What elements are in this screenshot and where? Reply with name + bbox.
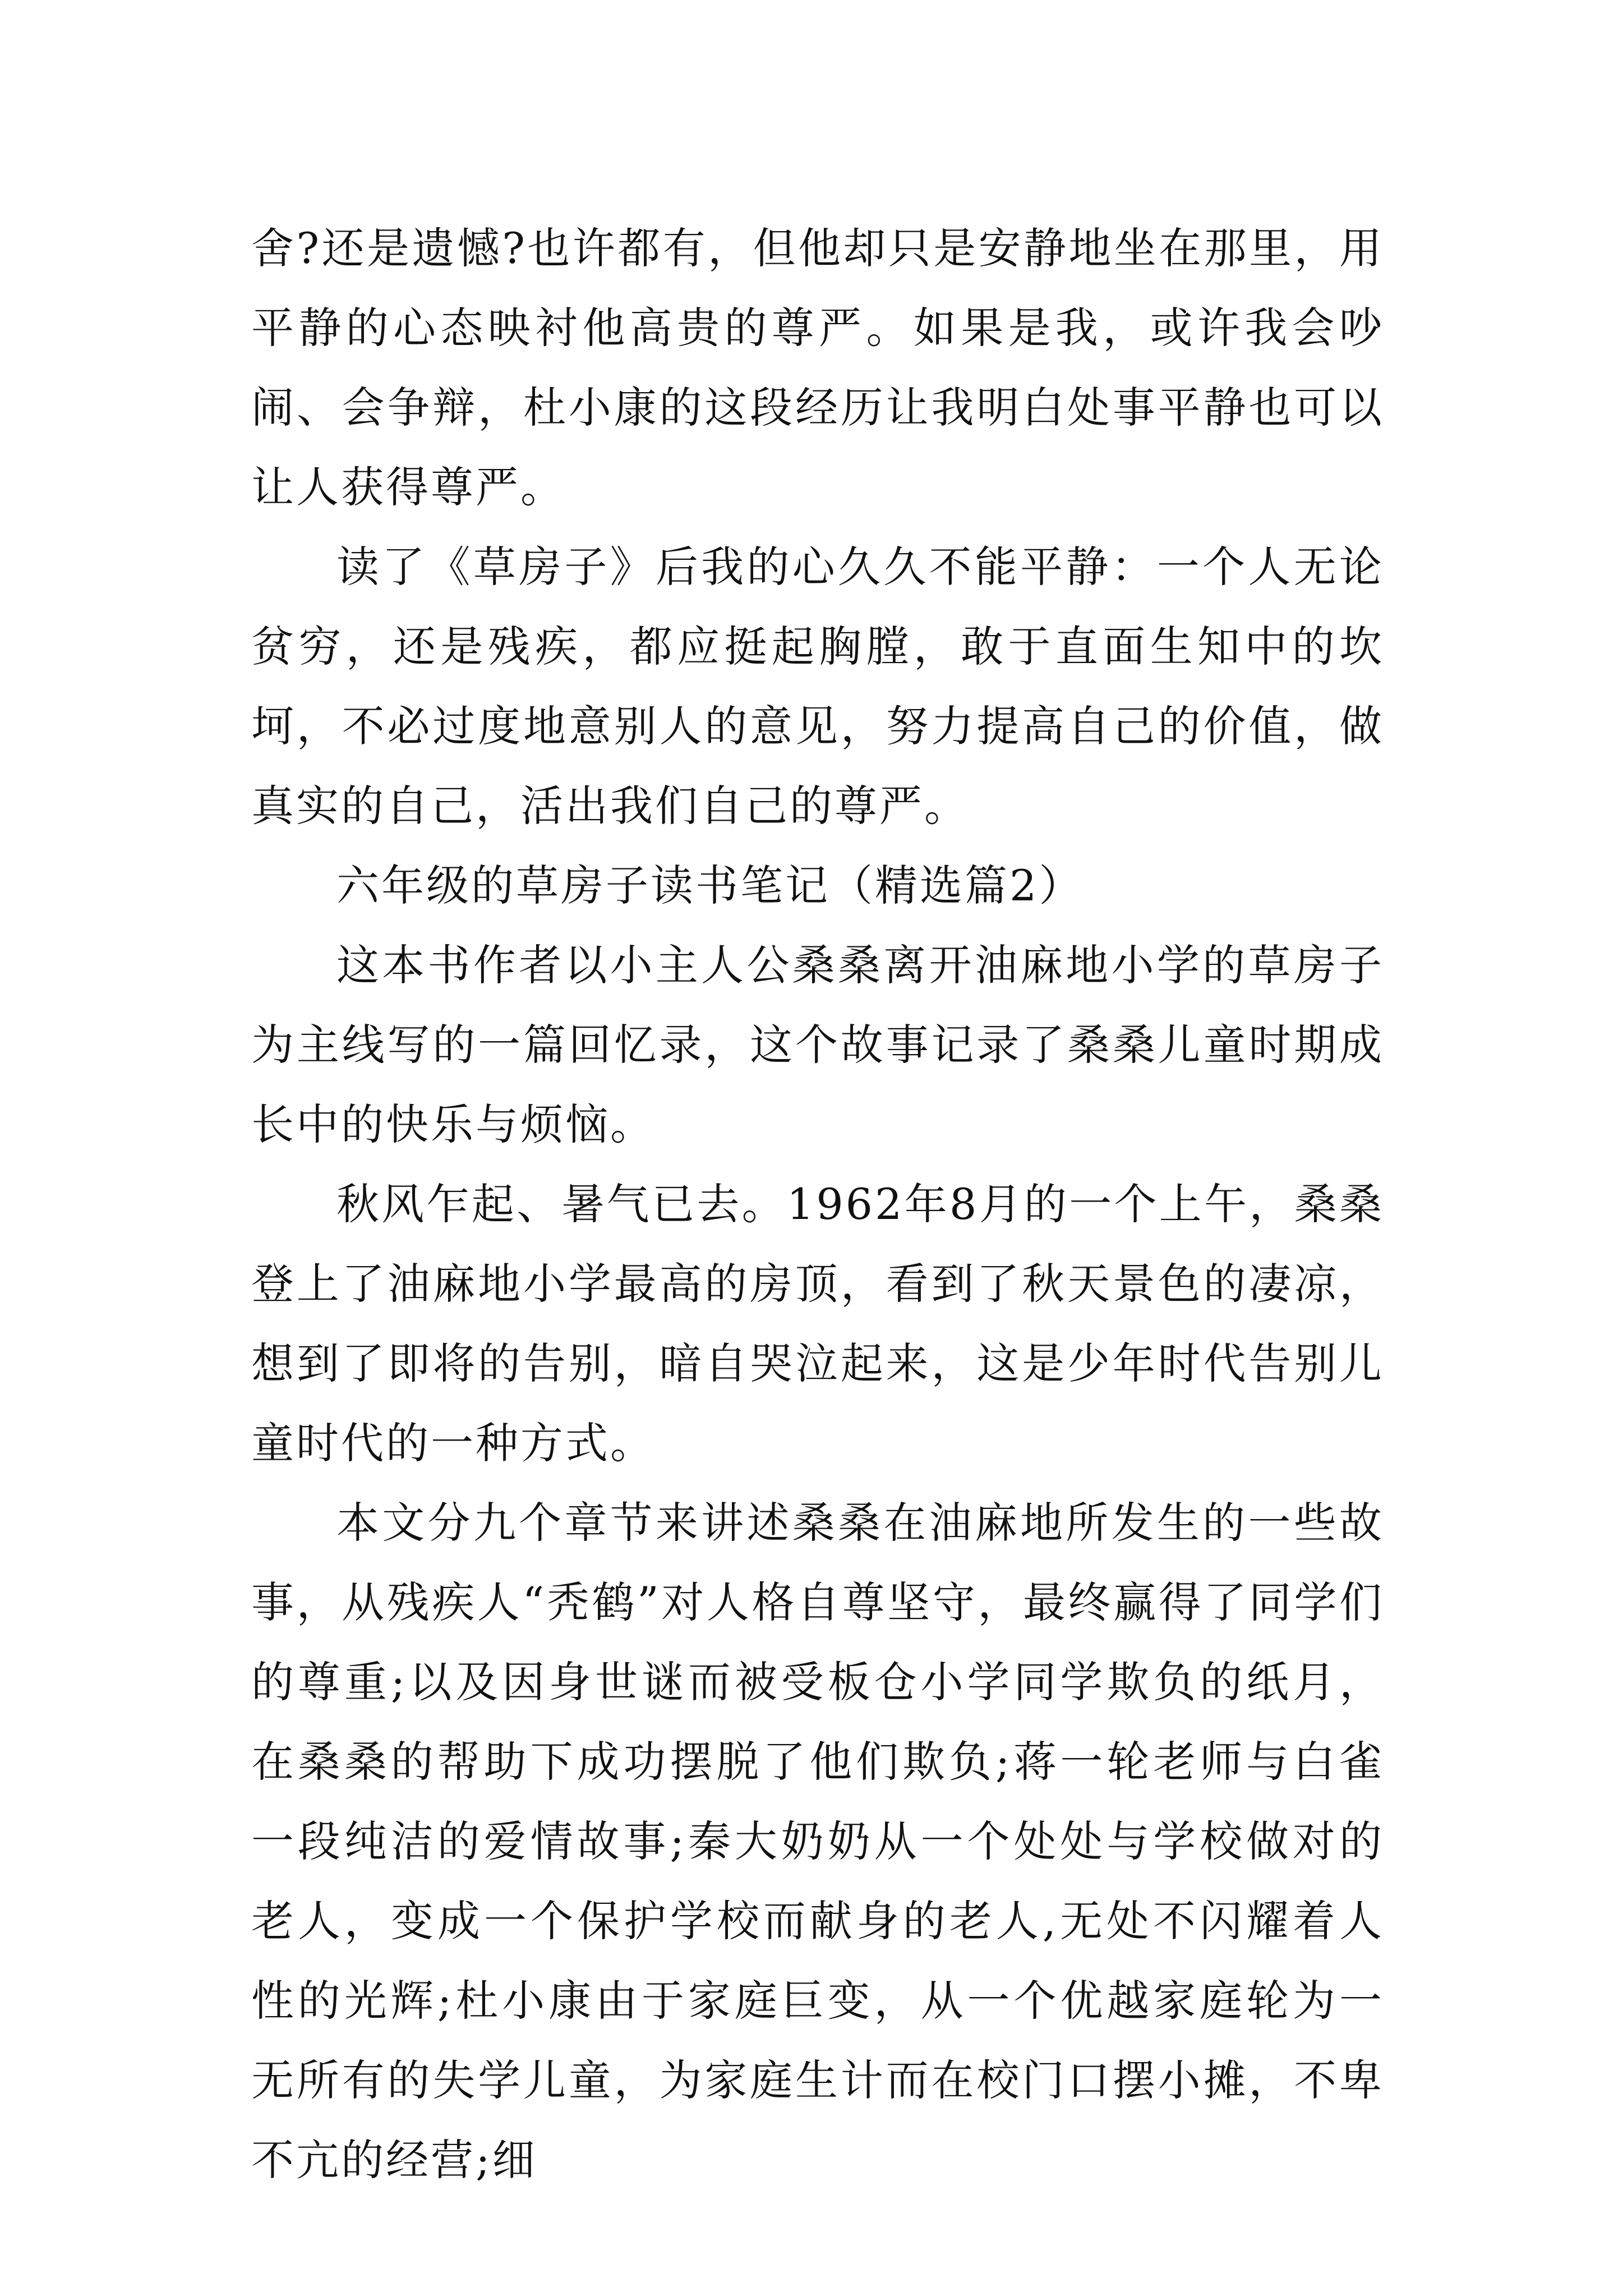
document-body [251,209,1384,2200]
paragraph-5: 本文分九个章节来讲述桑桑在油麻地所发生的一些故事，从残疾人“秃鹤”对人格自尊坚守，最终赢得了同学们的尊重;以及因身世谜而被受板仓小学同学欺负的纸月，在桑桑的帮助下成功摆脱了他们欺负;蒋一轮老师与白雀一段纯洁的爱情故事;秦大奶奶从一个处处与学校做对的老人，变成一个保护学校而献身的老人,无处不闪耀着人性的光辉;杜小康由于家庭巨变，从一个优越家庭轮为一无所有的失学儿童，为家庭生计而在校门口摆小摊，不卑不亢的经营;细 [251,1498,1384,2185]
paragraph-2: 读了《草房子》后我的心久久不能平静：一个人无论贫穷，还是残疾，都应挺起胸膛，敢于直面生知中的坎坷，不必过度地意别人的意见，努力提高自己的价值，做真实的自己，活出我们自己的尊严。 [251,542,1384,831]
section-heading: 六年级的草房子读书笔记（精选篇2） [336,861,1084,910]
paragraph-1: 舍?还是遗憾?也许都有，但他却只是安静地坐在那里，用平静的心态映衬他高贵的尊严。如果是我，或许我会吵闹、会争辩，杜小康的这段经历让我明白处事平静也可以让人获得尊严。 [251,223,1384,512]
paragraph-3: 这本书作者以小主人公桑桑离开油麻地小学的草房子为主线写的一篇回忆录，这个故事记录了桑桑儿童时期成长中的快乐与烦恼。 [251,940,1384,1149]
paragraph-4: 秋风乍起、暑气已去。1962年8月的一个上午，桑桑登上了油麻地小学最高的房顶，看到了秋天景色的凄凉，想到了即将的告别，暗自哭泣起来，这是少年时代告别儿童时代的一种方式。 [251,1179,1384,1468]
